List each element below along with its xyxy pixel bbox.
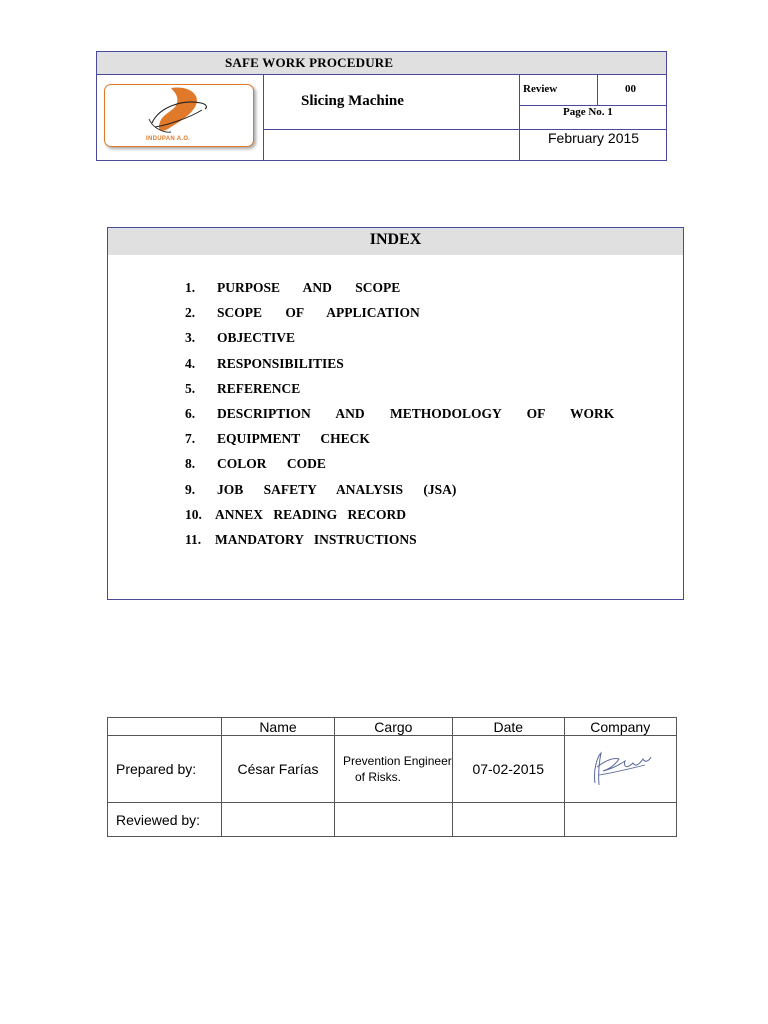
index-item-label: COLOR CODE xyxy=(217,456,326,471)
header-divider xyxy=(263,75,264,161)
table-header-row xyxy=(108,718,677,736)
header-divider xyxy=(519,75,520,161)
table-row-prepared xyxy=(108,736,677,803)
index-item xyxy=(185,280,400,296)
index-item-label: REFERENCE xyxy=(217,381,301,396)
header-divider xyxy=(597,75,598,105)
index-item-label: RESPONSIBILITIES xyxy=(217,356,344,371)
index-item xyxy=(185,330,295,346)
index-item-label: DESCRIPTION AND METHODOLOGY OF WORK xyxy=(217,406,615,421)
index-item xyxy=(185,406,614,422)
header-blank-cell xyxy=(108,718,222,736)
review-value: 00 xyxy=(625,83,636,95)
index-item-label: ANNEX READING RECORD xyxy=(215,507,407,522)
index-item-label: EQUIPMENT CHECK xyxy=(217,431,370,446)
index-item-number: 8. xyxy=(185,456,196,471)
procedure-date: February 2015 xyxy=(548,130,640,146)
index-item-label: SCOPE OF APPLICATION xyxy=(217,305,420,320)
prepared-date: 07-02-2015 xyxy=(452,736,564,803)
index-item-number: 11. xyxy=(185,532,202,547)
procedure-title: SAFE WORK PROCEDURE xyxy=(225,55,394,70)
reviewed-by-label: Reviewed by: xyxy=(108,803,222,837)
column-header-date: Date xyxy=(452,718,564,736)
company-logo xyxy=(104,84,254,147)
page-number: Page No. 1 xyxy=(563,106,613,118)
index-item xyxy=(185,305,420,321)
signoff-table xyxy=(107,717,677,837)
column-header-name: Name xyxy=(222,718,335,736)
index-title: INDEX xyxy=(369,231,422,248)
index-item xyxy=(185,356,344,372)
index-item xyxy=(185,456,326,472)
table-row-reviewed xyxy=(108,803,677,837)
index-item-label: MANDATORY INSTRUCTIONS xyxy=(215,532,417,547)
reviewed-company xyxy=(564,803,676,837)
reviewed-date xyxy=(452,803,564,837)
index-item-number: 10. xyxy=(185,507,202,522)
index-item-number: 1. xyxy=(185,280,196,295)
reviewed-cargo xyxy=(335,803,453,837)
signature-icon xyxy=(585,745,655,793)
index-item-number: 4. xyxy=(185,356,196,371)
index-item-number: 6. xyxy=(185,406,196,421)
index-item xyxy=(185,482,456,498)
index-item-number: 2. xyxy=(185,305,196,320)
review-label: Review xyxy=(523,83,558,95)
index-item xyxy=(185,532,417,548)
index-item xyxy=(185,507,406,523)
logo-text: INDUPAN A.O. xyxy=(146,136,191,142)
index-item-number: 3. xyxy=(185,330,196,345)
prepared-signature xyxy=(564,736,676,803)
index-item-number: 7. xyxy=(185,431,196,446)
column-header-cargo: Cargo xyxy=(335,718,453,736)
index-item xyxy=(185,381,300,397)
index-item-label: OBJECTIVE xyxy=(217,330,296,345)
prepared-name: César Farías xyxy=(222,736,335,803)
index-item-label: PURPOSE AND SCOPE xyxy=(217,280,401,295)
reviewed-name xyxy=(222,803,335,837)
index-item xyxy=(185,431,370,447)
prepared-by-label: Prepared by: xyxy=(108,736,222,803)
column-header-company: Company xyxy=(564,718,676,736)
index-item-number: 5. xyxy=(185,381,196,396)
procedure-subject: Slicing Machine xyxy=(301,93,404,109)
index-item-number: 9. xyxy=(185,482,196,497)
prepared-cargo-line1: Prevention Engineer xyxy=(343,754,452,768)
index-item-label: JOB SAFETY ANALYSIS (JSA) xyxy=(217,482,457,497)
prepared-cargo xyxy=(335,736,453,803)
prepared-cargo-line2: of Risks. xyxy=(355,770,402,784)
